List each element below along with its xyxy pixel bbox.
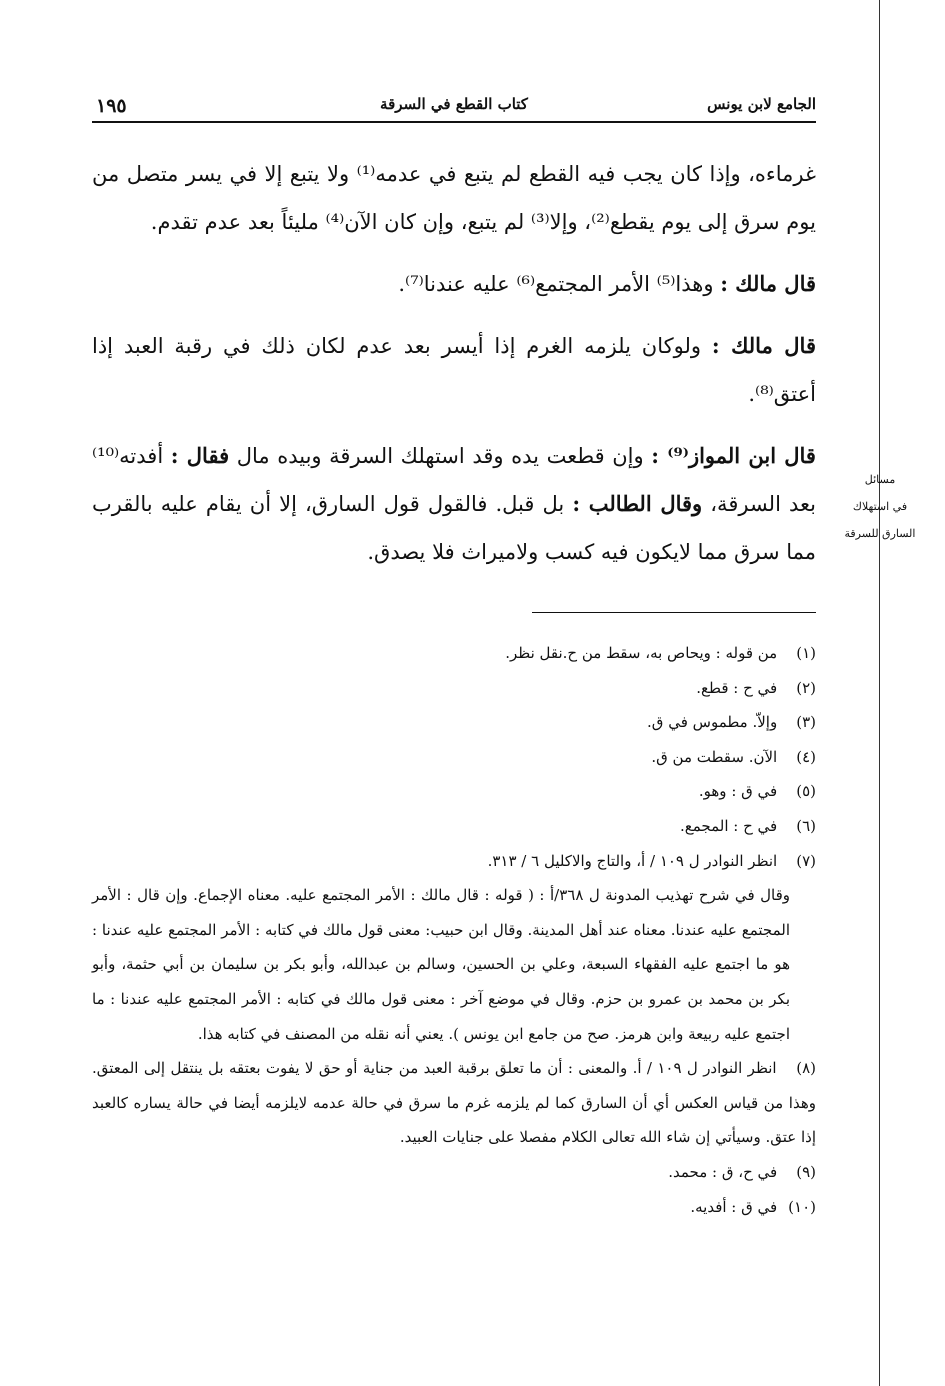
footnote-text: وإلاّ. مطموس في ق.	[647, 713, 778, 732]
paragraph-text: أفدته⁽¹⁰⁾ بعد السرقة،	[92, 444, 816, 516]
footnote-text: في ح : المجمع.	[679, 816, 778, 835]
paragraph-1: غرماءه، وإذا كان يجب فيه القطع لم يتبع في عدمه⁽¹⁾ ولا يتبع إلا في يسر متصل من يوم سرق إلى يوم يقطع⁽²⁾، وإلا⁽³⁾ لم يتبع، وإن كان الآن⁽⁴⁾ مليئاً بعد عدم تقدم.	[92, 162, 816, 234]
footnote-text: في ح : قطع.	[696, 678, 778, 697]
speaker-label: قال ابن المواز⁽⁹⁾ :	[651, 443, 816, 468]
margin-note	[838, 466, 922, 547]
chapter-title: كتاب القطع في السرقة	[380, 95, 528, 113]
footnote-text: في ق : أفديه.	[690, 1197, 778, 1216]
footnote-number: (٤)	[796, 747, 816, 766]
footnote-text: انظر النوادر ل ١٠٩ / أ، والتاج والاكليل ٦ / ٣١٣.	[487, 851, 778, 870]
footnote-number: (٨)	[796, 1059, 816, 1078]
footnote-number: (١٠)	[788, 1197, 816, 1216]
footnote-7-continuation: وقال في شرح تهذيب المدونة ل ٣٦٨/أ : ( قوله : قال مالك : الأمر المجتمع عليه. معناه الإجماع. وإن قال : الأمر المجتمع عليه عندنا. معناه عند أهل المدينة. وقال ابن حبيب: معنى قول مالك في كتابه : الأمر المجتمع عليه عندنا : هو ما اجتمع عليه الفقهاء السبعة، وعلي بن الحسين، وسالم بن عبدالله، وأبو بكر بن سليمان بن أبي حثمة، وأبو بكر بن محمد بن عمرو بن حزم. وقال في موضع آخر : معنى قول مالك في كتابه : الأمر المجتمع عليه عندنا : ما اجتمع عليه ربيعة وابن هرمز. صح من جامع ابن يونس ). يعني أنه نقله من المصنف في كتابه هذا.	[92, 886, 790, 1043]
paragraph-text: بل قبل. فالقول قول السارق، إلا أن يقام عليه بالقرب مما سرق مما لايكون فيه كسب ولاميراث فلا يصدق.	[92, 492, 816, 564]
margin-note-line: في استهلاك	[852, 500, 908, 513]
footnote-4	[92, 740, 816, 775]
footnote-9	[92, 1155, 816, 1190]
margin-note-line: السارق للسرقة	[844, 527, 916, 540]
margin-note-line: مسائل	[864, 473, 896, 486]
footnote-number: (٣)	[796, 713, 816, 732]
footnote-number: (٩)	[796, 1162, 816, 1181]
paragraph-4	[92, 432, 816, 576]
paragraph-text: وإن قطعت يده وقد استهلك السرقة وبيده مال	[236, 444, 644, 468]
footnote-2	[92, 671, 816, 706]
footnote-text: الآن. سقطت من ق.	[651, 747, 778, 766]
paragraph-text: ولوكان يلزمه الغرم إذا أيسر بعد عدم لكان ذلك في رقبة العبد إذا أعتق⁽⁸⁾.	[92, 334, 816, 406]
footnotes	[92, 636, 816, 1224]
speaker-label: وقال الطالب :	[572, 491, 703, 516]
page-header	[92, 93, 816, 123]
paragraph-2	[92, 260, 816, 308]
footnote-number: (٧)	[796, 851, 816, 870]
footnote-8	[92, 1051, 816, 1155]
margin-rule	[879, 0, 880, 1386]
footnote-separator	[532, 612, 816, 613]
footnote-text: في ق : وهو.	[698, 782, 778, 801]
speaker-label: قال مالك :	[711, 333, 816, 358]
page-number: ١٩٥	[96, 95, 127, 117]
footnote-5	[92, 774, 816, 809]
footnote-number: (٢)	[796, 678, 816, 697]
paragraph-text: وهذا⁽⁵⁾ الأمر المجتمع⁽⁶⁾ عليه عندنا⁽⁷⁾.	[398, 272, 714, 296]
speaker-label: قال مالك :	[720, 271, 816, 296]
footnote-text: في ح، ق : محمد.	[668, 1162, 778, 1181]
speaker-label: فقال :	[170, 443, 230, 468]
footnote-1	[92, 636, 816, 671]
footnote-text: من قوله : ويحاص به، سقط من ح.نقل نظر.	[505, 644, 778, 662]
footnote-3	[92, 705, 816, 740]
footnote-number: (١)	[796, 644, 816, 662]
footnote-7	[92, 844, 816, 879]
main-text	[92, 150, 816, 590]
footnote-number: (٦)	[796, 816, 816, 835]
footnote-10	[92, 1190, 816, 1225]
footnote-6	[92, 809, 816, 844]
footnote-number: (٥)	[796, 782, 816, 801]
footnote-text: انظر النوادر ل ١٠٩ / أ. والمعنى : أن ما تعلق برقبة العبد من جناية أو حق لا يفوت بعتقه بل ينتقل إلى المعتق. وهذا من قياس العكس أي أن السارق كما لم يلزمه غرم ما سرق في حالة عدمه لايلزمه أيضا في حالة يساره كالعبد إذا عتق. وسيأتي إن شاء الله تعالى الكلام مفصلا على جنايات العبيد.	[92, 1059, 816, 1147]
book-title: الجامع لابن يونس	[707, 95, 816, 113]
paragraph-3	[92, 322, 816, 418]
